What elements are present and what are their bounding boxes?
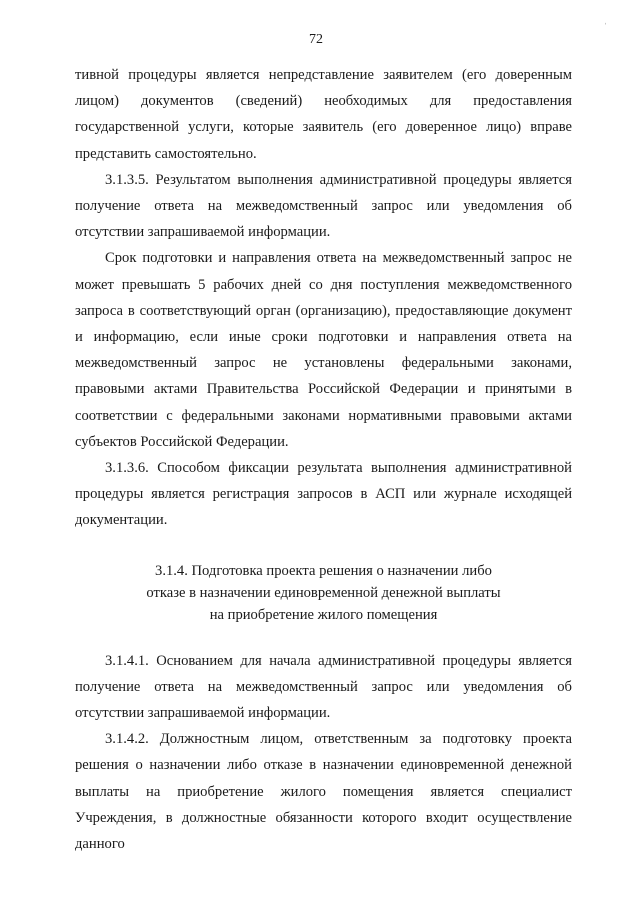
section-heading-line: 3.1.4. Подготовка проекта решения о назначении либо	[155, 562, 492, 579]
paragraph-3-1-3-6: 3.1.3.6. Способом фиксации результата выполнения административной процедуры является регистрация запросов в АСП или журнале исходящей документации.	[75, 460, 572, 529]
section-heading-3-1-4	[75, 560, 572, 626]
paragraph-srok: Срок подготовки и направления ответа на межведомственный запрос не может превышать 5 рабочих дней со дня поступления межведомственного запроса в соответствующий орган (организацию), предоставляющие документ и информацию, если иные сроки подготовки и направления ответа на межведомственный запрос не установлены федеральными законами, правовыми актами Правительства Российской Федерации и принятыми в соответствии с федеральными законами нормативными правовыми актами субъектов Российской Федерации.	[75, 250, 572, 450]
section-heading-line: отказе в назначении единовременной денежной выплаты	[146, 584, 501, 601]
page-content	[75, 62, 572, 857]
paragraph-3-1-4-2: 3.1.4.2. Должностным лицом, ответственным за подготовку проекта решения о назначении либо отказе в назначении единовременной денежной выплаты на приобретение жилого помещения является специалист Учреждения, в должностные обязанности которого входит осуществление данного	[75, 731, 572, 853]
section-heading-line: на приобретение жилого помещения	[209, 606, 438, 623]
paragraph-continuation: тивной процедуры является непредставление заявителем (его доверенным лицом) документов (сведений) необходимых для предоставления государственной услуги, которые заявитель (его доверенное лицо) вправе представить самостоятельно.	[75, 67, 572, 162]
scan-speck: ˈ	[604, 22, 608, 33]
paragraph-3-1-4-1: 3.1.4.1. Основанием для начала административной процедуры является получение ответа на межведомственный запрос или уведомления об отсутствии запрашиваемой информации.	[75, 652, 572, 722]
page-number: 72	[309, 32, 323, 47]
paragraph-3-1-3-5: 3.1.3.5. Результатом выполнения административной процедуры является получение ответа на межведомственный запрос или уведомления об отсутствии запрашиваемой информации.	[75, 171, 572, 241]
